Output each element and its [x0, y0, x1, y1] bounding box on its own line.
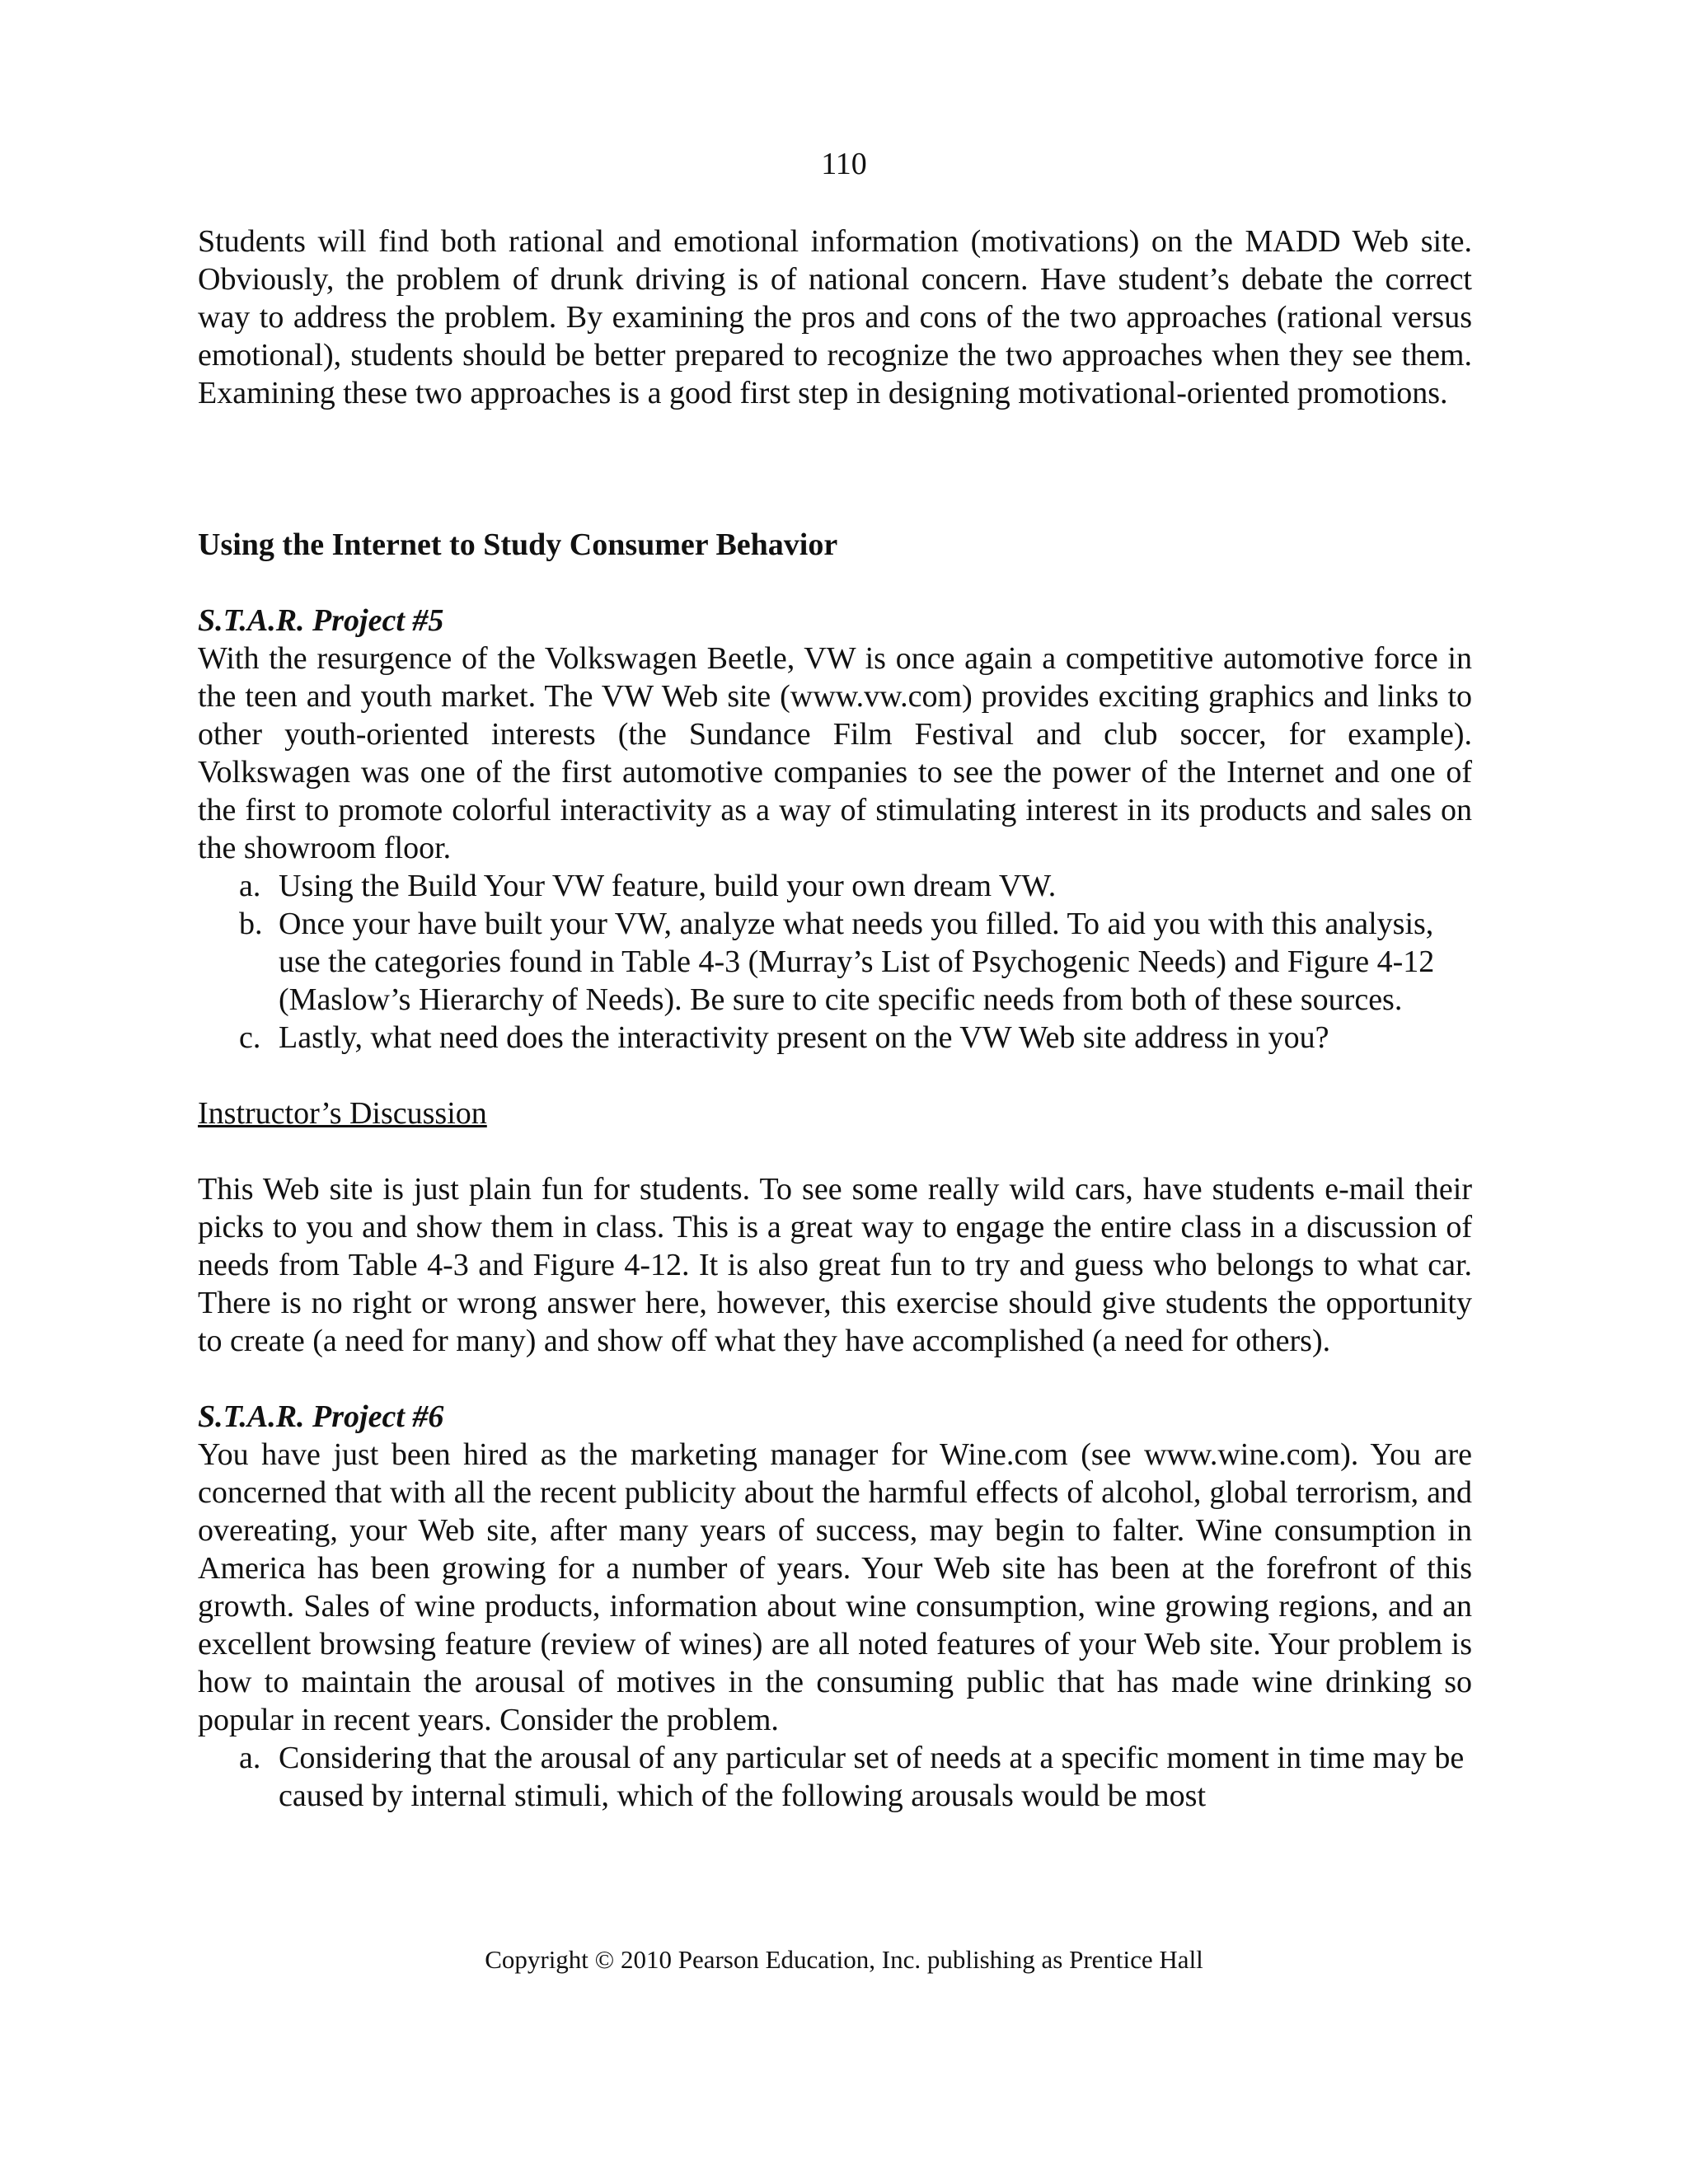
project-6-body: You have just been hired as the marketing manager for Wine.com (see www.wine.com). You are concerned that with all the recent publicity about the harmful effects of alcohol, global terrorism, and overeating, your Web site, after many years of success, may begin to falter. Wine consumption in America has been growing for a number of years. Your Web site has been at the forefront of this growth. Sales of wine products, information about wine consumption, wine growing regions, and an excellent browsing feature (review of wines) are all noted features of your Web site. Your problem is how to maintain the arousal of motives in the consuming public that has made wine drinking so popular in recent years. Consider the problem.: [198, 1437, 1472, 1737]
section-heading: Using the Internet to Study Consumer Behavior: [198, 527, 838, 562]
project-6-list: [198, 1739, 1472, 1815]
list-item-text: Using the Build Your VW feature, build your own dream VW.: [279, 869, 1057, 903]
project-5-body: With the resurgence of the Volkswagen Beetle, VW is once again a competitive automotive force in the teen and youth market. The VW Web site (www.vw.com) provides exciting graphics and links to other youth-oriented interests (the Sundance Film Festival and club soccer, for example). Volkswagen was one of the first automotive companies to see the power of the Internet and one of the first to promote colorful interactivity as a way of stimulating interest in its products and sales on the showroom floor.: [198, 641, 1472, 865]
list-item: [198, 905, 1472, 1019]
spacer: [198, 1360, 1472, 1398]
list-item-text: Considering that the arousal of any particular set of needs at a specific moment in time may be caused by internal stimuli, which of the following arousals would be most: [279, 1741, 1465, 1813]
spacer: [198, 564, 1472, 602]
list-item: [198, 867, 1472, 905]
list-marker: a.: [239, 1741, 261, 1775]
list-marker: c.: [239, 1020, 261, 1055]
spacer: [198, 412, 1472, 526]
discussion-heading: Instructor’s Discussion: [198, 1096, 487, 1131]
project-5-title: S.T.A.R. Project #5: [198, 603, 444, 638]
spacer: [198, 1057, 1472, 1094]
project-6-title: S.T.A.R. Project #6: [198, 1399, 444, 1434]
intro-paragraph: Students will find both rational and emotional information (motivations) on the MADD Web site. Obviously, the problem of drunk driving is of national concern. Have student’s debate the correct way to address the problem. By examining the pros and cons of the two approaches (rational versus emotional), students should be better prepared to recognize the two approaches when they see them. Examining these two approaches is a good first step in designing motivational-oriented promotions.: [198, 224, 1472, 410]
list-item-text: Once your have built your VW, analyze what needs you filled. To aid you with this analysis, use the categories found in Table 4-3 (Murray’s List of Psychogenic Needs) and Figure 4-12 (Maslow’s Hierarchy of Needs). Be sure to cite specific needs from both of these sources.: [279, 907, 1435, 1017]
list-marker: b.: [239, 907, 263, 941]
list-item: [198, 1019, 1472, 1057]
page-number: 110: [821, 147, 867, 181]
list-item-text: Lastly, what need does the interactivity present on the VW Web site address in you?: [279, 1020, 1329, 1055]
copyright-footer: Copyright © 2010 Pearson Education, Inc. publishing as Prentice Hall: [485, 1945, 1203, 1974]
list-item: [198, 1739, 1472, 1815]
page-content: [198, 223, 1472, 1815]
discussion-body: This Web site is just plain fun for students. To see some really wild cars, have students e-mail their picks to you and show them in class. This is a great way to engage the entire class in a discussion of needs from Table 4-3 and Figure 4-12. It is also great fun to try and guess who belongs to what car. There is no right or wrong answer here, however, this exercise should give students the opportunity to create (a need for many) and show off what they have accomplished (a need for others).: [198, 1172, 1472, 1358]
project-5-list: [198, 867, 1472, 1057]
spacer: [198, 1132, 1472, 1170]
list-marker: a.: [239, 869, 261, 903]
